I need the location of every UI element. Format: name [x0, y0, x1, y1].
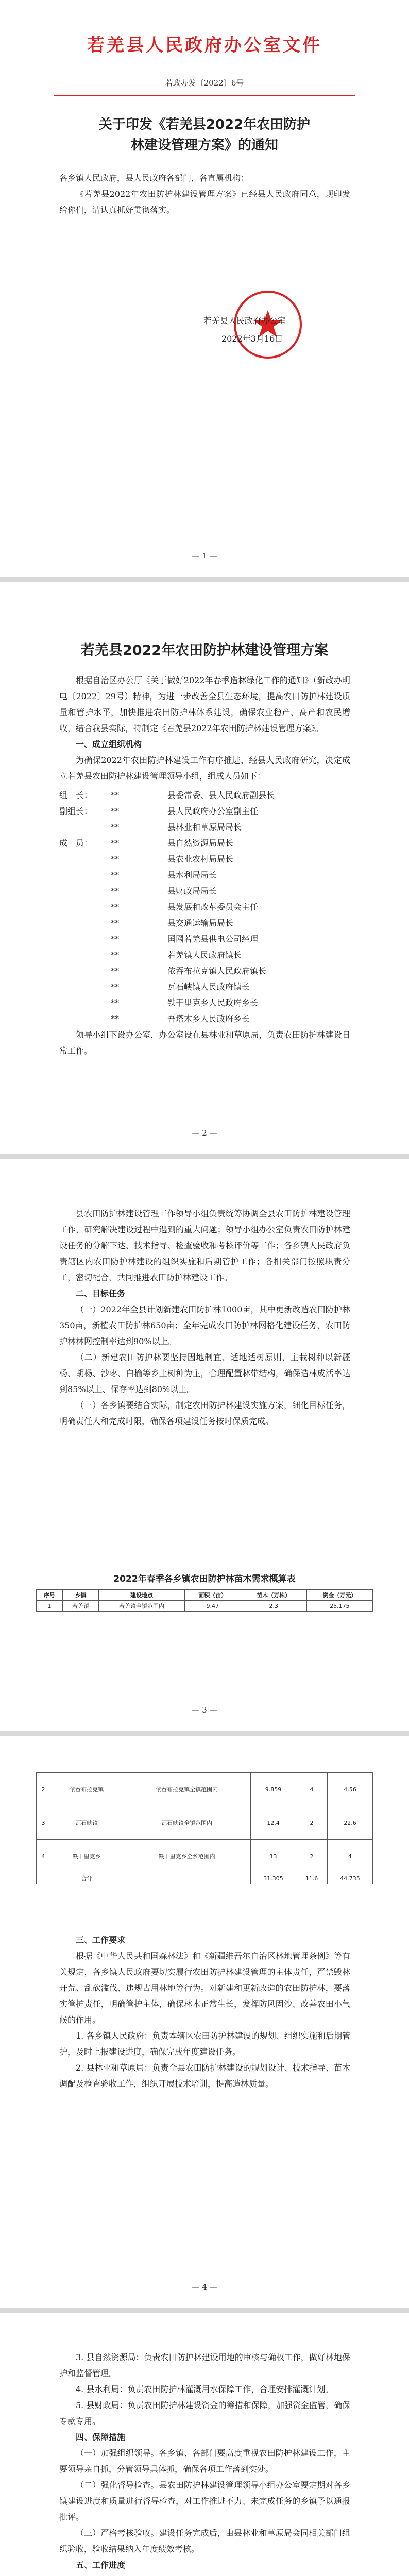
signing-date: 2022年3月16日 — [221, 334, 283, 344]
member-row: ** 国网若羌县供电公司经理 — [111, 934, 259, 944]
page-separator — [0, 1731, 409, 1736]
plan-body-block — [59, 1206, 350, 1429]
member-row: ** 若羌镇人民政府镇长 — [111, 950, 242, 960]
list-item: 5. 县财政局：负责农田防护林建设资金的筹措和保障，加强资金监管，确保专款专用。 — [59, 2400, 350, 2426]
notice-body — [59, 170, 350, 218]
section-text: 为确保2022年农田防护林建设工作有序推进，经县人民政府研究，决定成立若羌县农田防护林建设管理领导小组，组成人员如下： — [59, 755, 350, 781]
notice-title: 关于印发《若羌县2022年农田防护林建设管理方案》的通知 — [98, 117, 311, 153]
header-divider — [54, 95, 355, 96]
member-row: ** 吾塔木乡人民政府乡长 — [111, 1014, 250, 1024]
list-item: （一）2022年全县计划新建农田防护林1000亩，其中更新改造农田防护林350亩，新植农田防护林650亩；全年完成农田防护林网格化建设任务，农田防护林林网控制率达到90%以上。 — [59, 1304, 350, 1346]
page-number: — 1 — — [192, 551, 217, 561]
table-header-row: 序号 乡镇 建设地点 面积（亩） 苗木（万株） 资金（万元） — [37, 1590, 373, 1601]
list-item: （二）强化督导检查。县农田防护林建设管理领导小组办公室要定期对各乡镇建设进度和质量进行督导检查，对工作推进不力、未完成任务的乡镇予以通报批评。 — [59, 2480, 350, 2522]
member-row: ** 铁干里克乡人民政府乡长 — [111, 998, 259, 1008]
list-item: （二）新建农田防护林要坚持因地制宜、适地适树原则，主栽树种以新疆杨、胡杨、沙枣、白榆等乡土树种为主，合理配置林带结构，确保造林成活率达到85%以上、保存率达到80%以上。 — [59, 1352, 350, 1394]
page-2 — [0, 582, 409, 1154]
page-5 — [0, 2313, 409, 2576]
member-row: 组 长： ** 县委常委、县人民政府副县长 — [59, 790, 275, 800]
section-heading: 三、工作要求 — [76, 1935, 126, 1945]
page-4 — [0, 1736, 409, 2308]
plan-intro: 根据自治区办公厅《关于做好2022年春季造林绿化工作的通知》（新政办明电〔2022〕29号）精神，为进一步改善全县生态环境，提高农田防护林建设质量和管护水平，加快推进农田防护林体系建设，确保农业稳产、高产和农民增收，结合我县实际，特制定《若羌县2022年农田防护林建设管理方案》。 — [59, 675, 350, 733]
table-title: 2022年春季各乡镇农田防护林苗木需求概算表 — [113, 1574, 296, 1584]
page-separator — [0, 577, 409, 582]
table-row: 2 依吞布拉克镇 依吞布拉克镇全镇范围内 9.859 4 4.56 — [37, 1773, 373, 1806]
list-item: （三）各乡镇要结合实际，制定农田防护林建设实施方案，细化目标任务，明确责任人和完成时限，确保各项建设任务按时保质完成。 — [59, 1400, 350, 1426]
list-item: （一）加强组织领导。各乡镇、各部门要高度重视农田防护林建设工作，主要领导亲自抓，分管领导具体抓，确保各项工作落到实处。 — [59, 2448, 350, 2474]
page-3 — [0, 1159, 409, 1731]
seedling-table-part1 — [36, 1589, 373, 1612]
list-item: 4. 县水利局：负责农田防护林灌溉用水保障工作，合理安排灌溉计划。 — [76, 2384, 334, 2394]
member-row: 副组长： ** 县人民政府办公室副主任 — [59, 806, 259, 816]
table-row: 3 瓦石峡镇 瓦石峡镇全镇范围内 12.4 2 22.6 — [37, 1806, 373, 1840]
page-number: — 4 — — [192, 2282, 217, 2292]
section-text: 县农田防护林建设管理工作领导小组负责统筹协调全县农田防护林建设管理工作，研究解决建设过程中遇到的重大问题；领导小组办公室负责农田防护林建设任务的分解下达、技术指导、检查验收和考核评价等工作；各乡镇人民政府负责辖区内农田防护林建设的组织实施和后期管护工作；各相关部门按照职责分工，密切配合，共同推进农田防护林建设工作。 — [59, 1209, 350, 1282]
section-heading: 五、工作进度 — [76, 2560, 126, 2570]
page-separator — [0, 2308, 409, 2313]
office-note: 领导小组下设办公室，办公室设在县林业和草原局，负责农田防护林建设日常工作。 — [59, 1030, 350, 1056]
section-text: 根据《中华人民共和国森林法》和《新疆维吾尔自治区林地管理条例》等有关规定，各乡镇人民政府要切实履行农田防护林建设管理的主体责任，严禁毁林开荒、乱砍滥伐、违规占用林地等行为。对新建和更新改造的农田防护林，要落实管护责任，明确管护主体，确保林木正常生长，发挥防风固沙、改善农田小气候的作用。 — [59, 1951, 350, 2025]
member-list — [59, 787, 350, 1027]
list-item: 2. 县林业和草原局：负责全县农田防护林建设的规划设计、技术指导、苗木调配及检查验收工作，组织开展技术培训，提高造林质量。 — [59, 2063, 350, 2089]
page-number: — 3 — — [192, 1705, 217, 1715]
plan-body-block — [59, 1932, 350, 2092]
section-text — [59, 2573, 350, 2576]
section-heading: 一、成立组织机构 — [76, 739, 142, 749]
document-number: 若政办发〔2022〕6号 — [165, 78, 244, 88]
signing-organization: 若羌县人民政府办公室 — [203, 316, 286, 326]
plan-intro-block — [59, 672, 350, 1059]
list-item: （三）严格考核验收。建设任务完成后，由县林业和草原局会同相关部门组织验收，验收结果纳入年度绩效考核。 — [59, 2528, 350, 2554]
member-row: ** 瓦石峡镇人民政府镇长 — [111, 982, 250, 992]
member-row: ** 依吞布拉克镇人民政府镇长 — [111, 966, 267, 976]
member-row: ** 县交通运输局局长 — [111, 918, 234, 928]
list-item: 3. 县自然资源局：负责农田防护林建设用地的审核与确权工作，做好林地保护和监督管理。 — [59, 2352, 350, 2378]
salutation: 各乡镇人民政府，县人民政府各部门，各直属机构： — [59, 173, 249, 183]
section-heading: 四、保障措施 — [76, 2432, 126, 2442]
section-heading: 二、目标任务 — [76, 1289, 126, 1298]
member-row: ** 县林业和草原局局长 — [111, 822, 242, 832]
member-row: 成 员： ** 县自然资源局局长 — [59, 838, 234, 848]
member-row: ** 县农业农村局局长 — [111, 854, 234, 864]
page-number: — 2 — — [192, 1128, 217, 1138]
list-item: 1. 各乡镇人民政府：负责本辖区农田防护林建设的规划、组织实施和后期管护，及时上报建设进度，确保完成年度建设任务。 — [59, 2031, 350, 2057]
member-row: ** 县财政局局长 — [111, 886, 217, 896]
document-header-title: 若羌县人民政府办公室文件 — [87, 35, 322, 56]
table-total-row: 合计 31.305 11.6 44.735 — [37, 1873, 373, 1884]
page-1 — [0, 0, 409, 577]
table-row: 4 铁干里克乡 铁干里克乡全乡范围内 13 2 4 — [37, 1840, 373, 1873]
plan-title: 若羌县2022年农田防护林建设管理方案 — [80, 642, 329, 658]
member-row: ** 县水利局局长 — [111, 870, 217, 880]
table-row: 1 若羌镇 若羌镇全镇范围内 9.47 2.3 25.175 — [37, 1601, 373, 1612]
plan-body-block — [59, 2349, 350, 2576]
member-row: ** 县发展和改革委员会主任 — [111, 902, 259, 912]
page-separator — [0, 1154, 409, 1159]
seedling-table-part2 — [36, 1772, 373, 1884]
notice-text: 《若羌县2022年农田防护林建设管理方案》已经县人民政府同意，现印发给你们，请认真抓好贯彻落实。 — [59, 189, 350, 215]
